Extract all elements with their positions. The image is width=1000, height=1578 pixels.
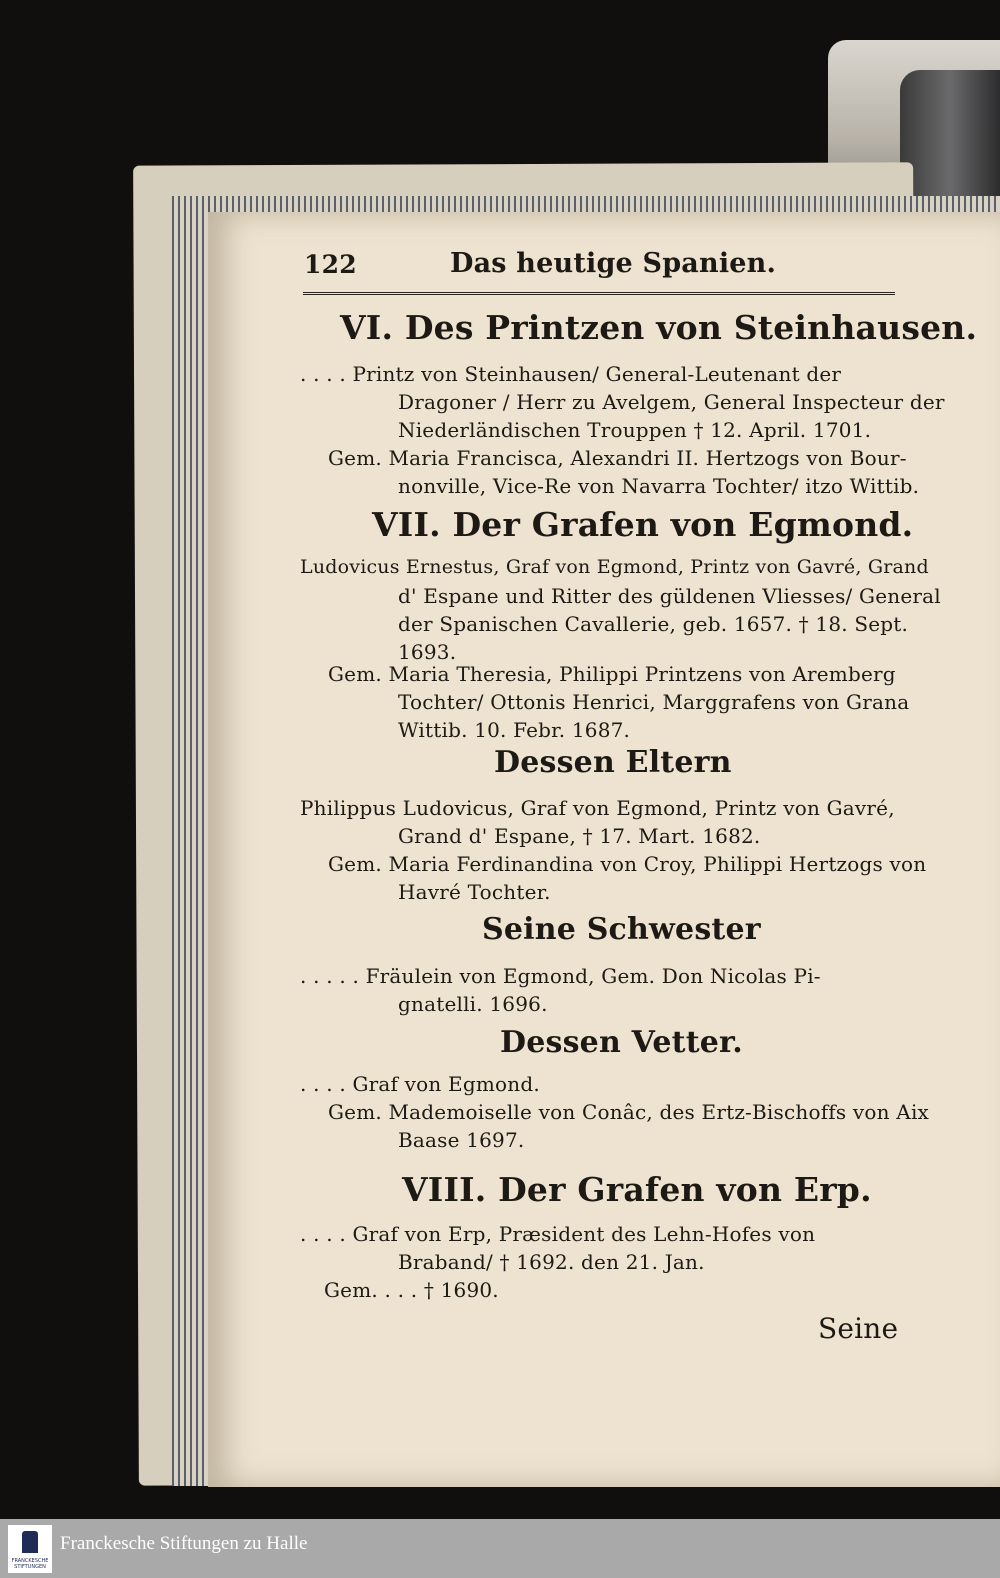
running-title: Das heutige Spanien. [450,248,777,279]
header-rule [303,292,895,295]
text-line: gnatelli. 1696. [398,992,548,1016]
text-line: Gem. Mademoiselle von Conâc, des Ertz-Bischoffs von Aix [328,1100,930,1124]
section-heading-viii: VIII. Der Grafen von Erp. [402,1170,872,1209]
text-line: Gem. Maria Ferdinandina von Croy, Philippi Hertzogs von [328,852,927,876]
text-line: Tochter/ Ottonis Henrici, Marggrafens von Grana [398,690,910,714]
franckesche-stiftungen-logo [8,1525,52,1573]
text-line: nonville, Vice-Re von Navarra Tochter/ itzo Wittib. [398,474,920,498]
text-line: Philippus Ludovicus, Graf von Egmond, Printz von Gavré, [300,796,895,820]
text-line: . . . . Printz von Steinhausen/ General-Leutenant der [300,362,842,386]
text-line: Gem. Maria Francisca, Alexandri II. Hertzogs von Bour- [328,446,907,470]
subheading-dessen-eltern: Dessen Eltern [494,745,732,780]
footer-institution-name: Franckesche Stiftungen zu Halle [60,1533,308,1554]
text-line: d' Espane und Ritter des güldenen Vliesses/ General [398,584,941,608]
logo-caption: FRANCKESCHE STIFTUNGEN [11,1558,49,1570]
text-line: Wittib. 10. Febr. 1687. [398,718,631,742]
catchword: Seine [818,1312,899,1345]
text-line: der Spanischen Cavallerie, geb. 1657. † 18. Sept. [398,612,909,636]
page-number: 122 [304,250,357,279]
text-line: Ludovicus Ernestus, Graf von Egmond, Printz von Gavré, Grand [300,556,929,578]
text-line: Dragoner / Herr zu Avelgem, General Inspecteur der [398,390,945,414]
logo-mark-icon [22,1531,38,1553]
text-line: 1693. [398,640,457,664]
text-line: Braband/ † 1692. den 21. Jan. [398,1250,705,1274]
section-heading-vi: VI. Des Printzen von Steinhausen. [340,308,978,347]
text-line: Gem. . . . † 1690. [324,1278,499,1302]
text-line: . . . . Graf von Erp, Præsident des Lehn-Hofes von [300,1222,816,1246]
text-line: . . . . Graf von Egmond. [300,1072,540,1096]
subheading-dessen-vetter: Dessen Vetter. [500,1025,743,1060]
subheading-seine-schwester: Seine Schwester [482,912,761,947]
footer-bar [0,1519,1000,1578]
text-line: Grand d' Espane, † 17. Mart. 1682. [398,824,761,848]
text-line: Baase 1697. [398,1128,525,1152]
text-line: . . . . . Fräulein von Egmond, Gem. Don Nicolas Pi- [300,964,821,988]
text-line: Havré Tochter. [398,880,551,904]
section-heading-vii: VII. Der Grafen von Egmond. [372,505,914,544]
text-line: Niederländischen Trouppen † 12. April. 1701. [398,418,872,442]
text-line: Gem. Maria Theresia, Philippi Printzens von Aremberg [328,662,896,686]
